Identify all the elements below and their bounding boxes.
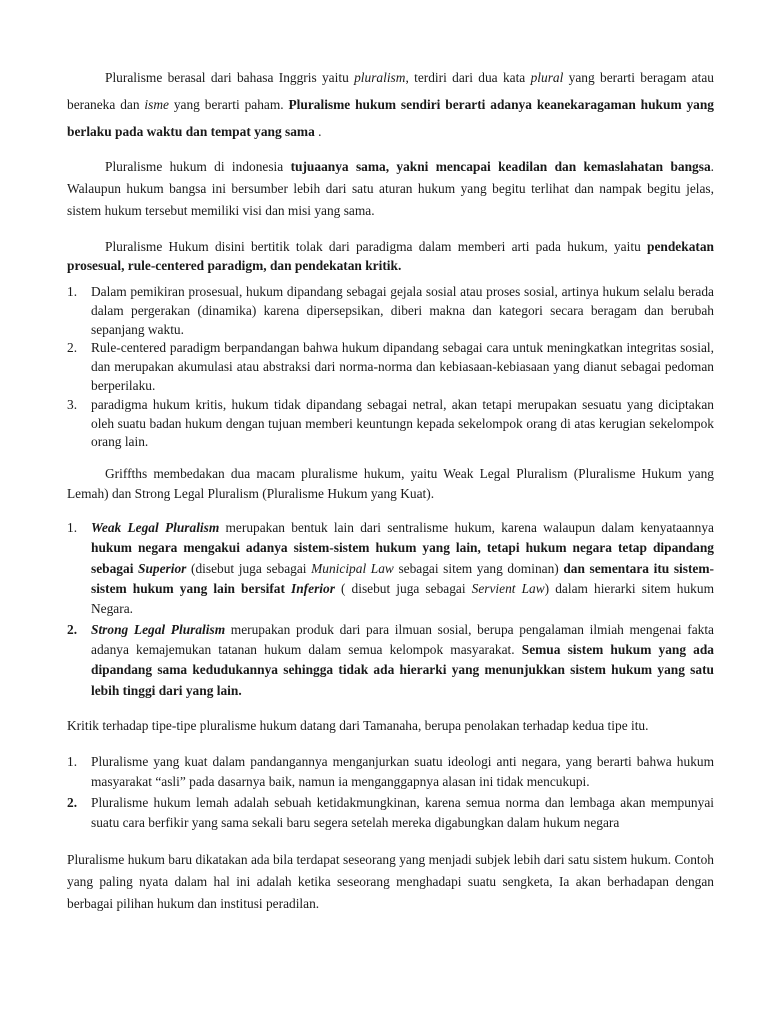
italic-term: Servient Law	[471, 581, 545, 597]
bold-italic-term: Strong Legal Pluralism	[91, 621, 226, 637]
list-item-text: Rule-centered paradigm berpandangan bahwa hukum dipandang sebagai cara untuk meningkatkan integritas sosial, dan merupakan akumulasi atau abstraksi dari norma-norma dan kebiasaan-kebiasaan yang dianut sebagai pedoman berperilaku.	[91, 340, 714, 393]
text-run: Pluralisme berasal dari bahasa Inggris yaitu	[105, 70, 355, 85]
text-run: Pluralisme hukum di indonesia	[105, 159, 291, 174]
list-item-strong-legal-pluralism	[67, 620, 714, 701]
list-number: 1.	[67, 284, 78, 299]
legal-pluralism-types-list	[67, 518, 714, 701]
list-number: 3.	[67, 396, 78, 412]
text-run: ( disebut juga sebagai	[334, 581, 472, 597]
bold-italic-term: Weak Legal Pluralism	[91, 520, 220, 536]
text-run: yang berarti beragam atau beraneka dan	[67, 70, 714, 112]
text-run: yang berarti paham.	[168, 97, 289, 112]
paragraph-griffiths	[67, 464, 714, 504]
paragraph-indonesia-pluralism	[67, 156, 714, 222]
bold-phrase: dan sementara itu sistem-sistem hukum yang lain bersifat	[91, 560, 714, 597]
list-number: 2.	[67, 340, 78, 356]
italic-term: plural	[530, 70, 564, 85]
text-run: sebagai sitem yang dominan)	[393, 560, 564, 576]
italic-term: pluralism	[354, 70, 406, 85]
list-item-weak-legal-pluralism	[67, 518, 714, 619]
list-item	[67, 339, 714, 395]
text-run: Pluralisme hukum baru dikatakan ada bila terdapat seseorang yang menjadi subjek lebih dari satu sistem hukum. Contoh yang paling nyata dalam hal ini adalah ketika seseorang menghadapi suatu sengketa, Ia akan berhadapan dengan berbagai pilihan hukum dan institusi peradilan.	[67, 851, 714, 911]
list-item	[67, 283, 714, 339]
list-number: 1.	[67, 753, 78, 769]
text-run: (disebut juga sebagai	[186, 560, 312, 576]
text-run: Kritik terhadap tipe-tipe pluralisme hukum datang dari Tamanaha, berupa penolakan terhadap kedua tipe itu.	[67, 717, 649, 733]
italic-term: isme	[144, 97, 169, 112]
bold-phrase: pendekatan prosesual, rule-centered paradigm, dan pendekatan kritik.	[67, 239, 714, 273]
text-run: merupakan produk dari para ilmuan sosial, berupa pengalaman ilmiah mengenai fakta adanya kemajemukan tatanan hukum dalam semua kelompok masyarakat.	[91, 621, 714, 657]
critique-list	[67, 752, 714, 834]
paragraph-paradigm	[67, 237, 714, 275]
text-run: Pluralisme Hukum disini bertitik tolak dari paradigma dalam memberi arti pada hukum, yaitu	[105, 239, 648, 254]
bold-phrase: hukum negara mengakui adanya sistem-sistem hukum yang lain, tetapi hukum negara tetap dipandang sebagai	[91, 540, 714, 576]
paragraph-tamanaha-critique	[67, 715, 714, 737]
paragraph-conclusion	[67, 849, 714, 915]
list-item	[67, 396, 714, 452]
text-run: . Walaupun hukum bangsa ini bersumber lebih dari satu aturan hukum yang begitu terlihat dan nampak begitu jelas, sistem hukum tersebut memiliki visi dan misi yang sama.	[67, 159, 714, 218]
list-item	[67, 752, 714, 793]
text-run: , terdiri dari dua kata	[405, 70, 531, 85]
text-run: merupakan bentuk lain dari sentralisme hukum, karena walaupun dalam kenyataannya	[219, 520, 714, 536]
bold-italic-term: Superior	[138, 560, 187, 576]
list-item-text: Pluralisme yang kuat dalam pandangannya menganjurkan suatu ideologi anti negara, yang berarti bahwa hukum masyarakat “asli” pada dasarnya baik, namun ia menganggapnya alasan ini tidak mencukupi.	[91, 753, 714, 790]
bold-phrase: Semua sistem hukum yang ada dipandang sama kedudukannya sehingga tidak ada hierarki yang menunjukkan sistem hukum yang satu lebih tinggi dari yang lain.	[91, 641, 715, 698]
list-item-text: Dalam pemikiran prosesual, hukum dipandang sebagai gejala sosial atau proses sosial, artinya hukum selalu berada dalam pergerakan (dinamika) karena dipersepsikan, diberi makna dan kategori secara beragam dan berubah sepanjang waktu.	[91, 284, 714, 337]
list-item	[67, 793, 714, 834]
bold-phrase: Pluralisme hukum sendiri berarti adanya keanekaragaman hukum yang berlaku pada waktu dan tempat yang sama	[67, 97, 715, 139]
list-item-text: paradigma hukum kritis, hukum tidak dipandang sebagai netral, akan tetapi merupakan sesuatu yang diciptakan oleh suatu badan hukum dengan tujuan memberi keuntungn kepada sekelompok orang di atas kerugian sekelompok orang lain.	[91, 396, 714, 450]
text-run: ) dalam hierarki sitem hukum Negara.	[91, 581, 714, 617]
list-item-text: Pluralisme hukum lemah adalah sebuah ketidakmungkinan, karena semua norma dan lembaga akan mempunyai suatu cara berfikir yang sama sekali baru segera setelah mereka digabungkan dalam hukum negara	[91, 794, 714, 831]
document-page	[67, 64, 714, 915]
text-run: .	[314, 124, 322, 139]
paragraph-pluralism-definition	[67, 64, 714, 145]
list-number: 1.	[67, 520, 78, 536]
list-number: 2.	[67, 621, 78, 637]
bold-phrase: tujuaanya sama, yakni mencapai keadilan dan kemaslahatan bangsa	[290, 159, 711, 174]
text-run: Griffths membedakan dua macam pluralisme hukum, yaitu Weak Legal Pluralism (Pluralisme Hukum yang Lemah) dan Strong Legal Pluralism (Pluralisme Hukum yang Kuat).	[67, 466, 714, 502]
bold-italic-term: Inferior	[291, 581, 335, 597]
list-number: 2.	[67, 794, 78, 810]
italic-term: Municipal Law	[311, 560, 394, 576]
paradigm-list	[67, 283, 714, 452]
